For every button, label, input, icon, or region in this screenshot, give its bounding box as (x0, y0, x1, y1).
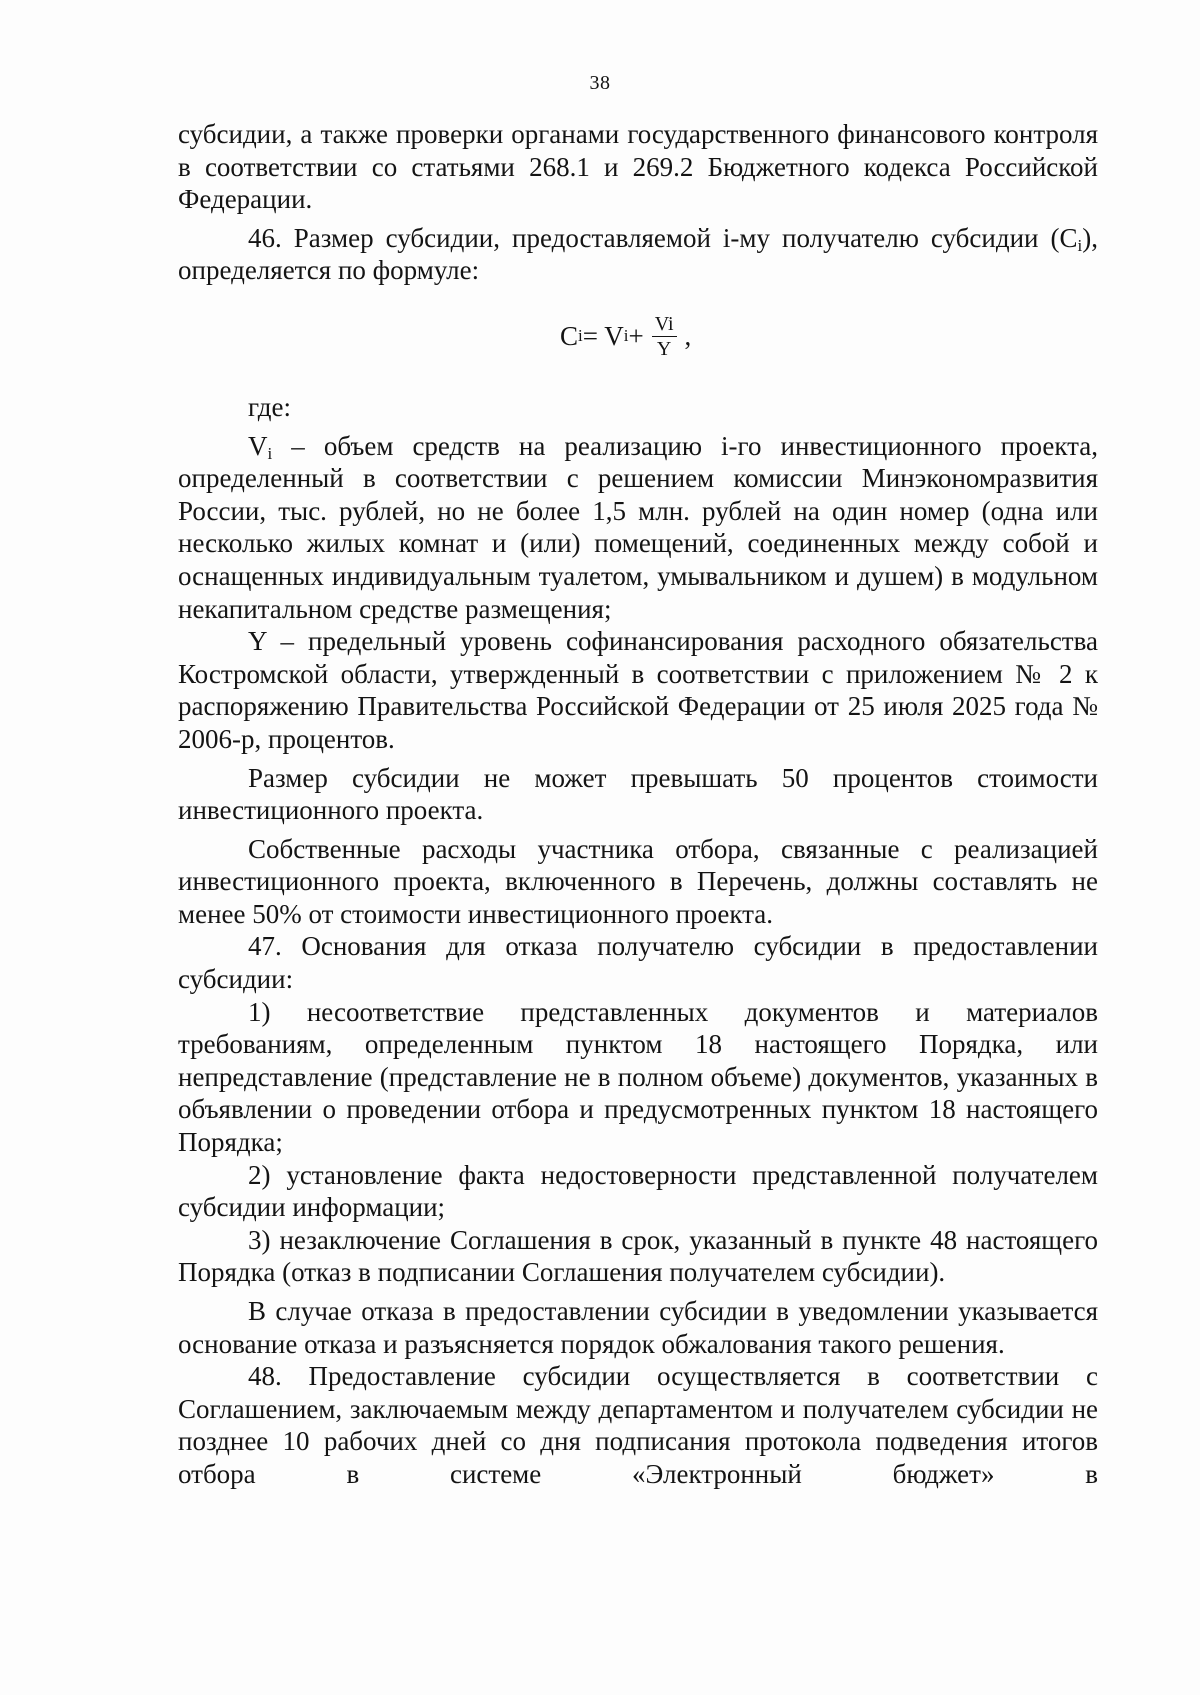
paragraph-46-text-b: ), определяется по формуле: (178, 222, 1098, 286)
formula-numerator: Vi (652, 313, 677, 337)
definition-vi-subscript: i (267, 443, 273, 463)
formula-plus: + (628, 321, 644, 352)
formula-comma: , (684, 321, 692, 352)
paragraph-47-item-3: 3) незаключение Соглашения в срок, указанный в пункте 48 настоящего Порядка (отказ в подписании Соглашения получателем субсидии). (178, 1224, 1098, 1288)
paragraph-46-text-a: 46. Размер субсидии, предоставляемой i-му получателю субсидии (C (248, 222, 1078, 253)
paragraph-own-expenses: Собственные расходы участника отбора, связанные с реализацией инвестиционного проекта, включенного в Перечень, должны составлять не менее 50% от стоимости инвестиционного проекта. (178, 833, 1098, 929)
definition-vi-symbol: V (248, 430, 268, 461)
paragraph-47-item-1: 1) несоответствие представленных документов и материалов требованиям, определенным пунктом 18 настоящего Порядка, или непредставление (представление не в полном объеме) документов, указанных в объявлении о проведении отбора и предусмотренных пунктом 18 настоящего Порядка; (178, 996, 1098, 1158)
paragraph-refusal-notice: В случае отказа в предоставлении субсидии в уведомлении указывается основание отказа и разъясняется порядок обжалования такого решения. (178, 1296, 1098, 1359)
subsidy-formula: C i = V i + $\frac{Vi}{Y}$ , (560, 312, 692, 360)
definition-vi-text: – объем средств на реализацию i-го инвестиционного проекта, определенный в соответствии с решением комиссии Минэкономразвития России, тыс. рублей, но не более 1,5 млн. рублей на один номер (одна или несколько жилых комнат и (или) помещений, соединенных между собой и оснащенных индивидуальным туалетом, умывальником и душем) в модульном некапитальном средстве размещения; (178, 430, 1098, 624)
paragraph-47-item-2: 2) установление факта недостоверности представленной получателем субсидии информации; (178, 1159, 1098, 1223)
document-body (178, 118, 1098, 1491)
paragraph-control-continuation: субсидии, а также проверки органами государственного финансового контроля в соответствии со статьями 268.1 и 269.2 Бюджетного кодекса Российской Федерации. (178, 119, 1098, 215)
formula-fraction (652, 313, 677, 360)
page-number: 38 (589, 72, 611, 94)
paragraph-47: 47. Основания для отказа получателю субсидии в предоставлении субсидии: (178, 931, 1098, 995)
paragraph-46-subscript: i (1077, 235, 1083, 255)
formula-equals-v: = V (582, 321, 624, 352)
formula-denominator: Y (656, 337, 672, 360)
formula-lhs: C (560, 321, 579, 352)
definition-vi (178, 430, 1098, 626)
paragraph-46 (178, 222, 1098, 287)
paragraph-48: 48. Предоставление субсидии осуществляется в соответствии с Соглашением, заключаемым между департаментом и получателем субсидии не позднее 10 рабочих дней со дня подписания протокола подведения итогов отбора в системе «Электронный бюджет» в (178, 1361, 1098, 1489)
where-label: где: (248, 391, 291, 422)
paragraph-subsidy-limit: Размер субсидии не может превышать 50 процентов стоимости инвестиционного проекта. (178, 762, 1098, 826)
definition-y: Y – предельный уровень софинансирования расходного обязательства Костромской области, утвержденный в соответствии с приложением № 2 к распоряжению Правительства Российской Федерации от 25 июля 2025 года № 2006-р, процентов. (178, 626, 1098, 754)
